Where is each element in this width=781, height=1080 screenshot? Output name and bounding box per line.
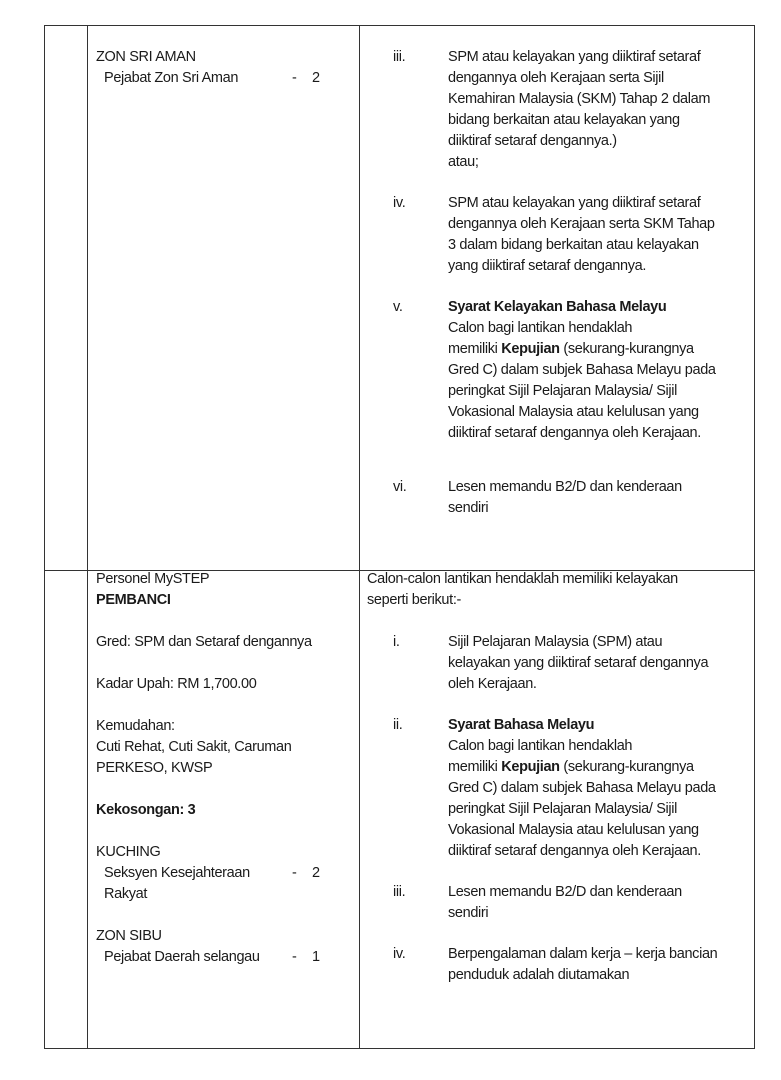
office-entry	[96, 947, 351, 968]
intro-line: seperti berikut:-	[367, 592, 461, 608]
item-line: diiktiraf setaraf dengannya oleh Kerajaan.	[448, 425, 701, 441]
item-line: Gred C) dalam subjek Bahasa Melayu pada	[448, 362, 716, 378]
item-line	[448, 757, 716, 778]
office-name-cont	[96, 884, 351, 905]
item-numeral: v.	[393, 299, 403, 315]
office-name: Rakyat	[104, 886, 148, 902]
office-dash: -	[292, 865, 297, 881]
item-line: Vokasional Malaysia atau kelulusan yang	[448, 822, 699, 838]
item-line-part: memiliki	[448, 759, 502, 775]
office-name: Seksyen Kesejahteraan	[104, 865, 250, 881]
item-numeral: iv.	[393, 195, 406, 211]
item-text	[448, 47, 710, 173]
item-line: Kemahiran Malaysia (SKM) Tahap 2 dalam	[448, 91, 711, 107]
column-divider-2	[359, 25, 360, 1049]
item-line: dengannya oleh Kerajaan serta Sijil	[448, 70, 664, 86]
item-numeral: vi.	[393, 479, 407, 495]
table-border-top	[44, 25, 755, 26]
item-line: SPM atau kelayakan yang diiktiraf setaraf	[448, 49, 701, 65]
item-numeral: ii.	[393, 717, 403, 733]
wage-text: Kadar Upah: RM 1,700.00	[96, 676, 257, 692]
column-divider-1	[87, 25, 88, 1049]
item-line: Lesen memandu B2/D dan kenderaan	[448, 884, 682, 900]
row2-position-cell	[96, 569, 351, 968]
office-dash: -	[292, 949, 297, 965]
item-title: Syarat Kelayakan Bahasa Melayu	[448, 299, 667, 315]
office-dash: -	[292, 70, 297, 86]
item-line: Berpengalaman dalam kerja – kerja bancian	[448, 946, 718, 962]
item-numeral: iv.	[393, 946, 406, 962]
bold-term: Kepujian	[501, 759, 560, 775]
office-count: 1	[312, 949, 320, 965]
item-line	[448, 339, 716, 360]
office-count: 2	[312, 70, 320, 86]
office-entry	[96, 863, 351, 884]
item-line: kelayakan yang diiktiraf setaraf dengannya	[448, 655, 709, 671]
item-text	[448, 632, 708, 695]
item-line: oleh Kerajaan.	[448, 676, 537, 692]
item-line: bidang berkaitan atau kelayakan yang	[448, 112, 680, 128]
office-count: 2	[312, 865, 320, 881]
item-text	[448, 297, 716, 444]
table-border-left	[44, 25, 45, 1049]
item-line: Lesen memandu B2/D dan kenderaan	[448, 479, 682, 495]
zone-name: ZON SIBU	[96, 928, 162, 944]
benefits-line: Cuti Rehat, Cuti Sakit, Caruman	[96, 739, 292, 755]
item-line: Vokasional Malaysia atau kelulusan yang	[448, 404, 699, 420]
item-title: Syarat Bahasa Melayu	[448, 717, 595, 733]
program-name: Personel MySTEP	[96, 571, 210, 587]
item-text	[448, 882, 682, 924]
row2-requirements-cell	[367, 569, 747, 611]
item-line: SPM atau kelayakan yang diiktiraf setaraf	[448, 195, 701, 211]
item-numeral: iii.	[393, 49, 406, 65]
item-line: yang diiktiraf setaraf dengannya.	[448, 258, 647, 274]
item-line: dengannya oleh Kerajaan serta SKM Tahap	[448, 216, 715, 232]
item-text	[448, 193, 715, 277]
item-line: sendiri	[448, 500, 489, 516]
item-line: Calon bagi lantikan hendaklah	[448, 320, 633, 336]
intro-line: Calon-calon lantikan hendaklah memiliki kelayakan	[367, 571, 678, 587]
item-line: sendiri	[448, 905, 489, 921]
table-border-right	[754, 25, 755, 1049]
item-text	[448, 477, 682, 519]
item-line: 3 dalam bidang berkaitan atau kelayakan	[448, 237, 699, 253]
office-name: Pejabat Zon Sri Aman	[104, 70, 239, 86]
zone-name: ZON SRI AMAN	[96, 49, 196, 65]
item-text	[448, 715, 716, 862]
grade-text: Gred: SPM dan Setaraf dengannya	[96, 634, 312, 650]
zone-name: KUCHING	[96, 844, 161, 860]
item-numeral: i.	[393, 634, 400, 650]
item-line: peringkat Sijil Pelajaran Malaysia/ Sijil	[448, 801, 678, 817]
office-name: Pejabat Daerah selangau	[104, 949, 260, 965]
item-line: penduduk adalah diutamakan	[448, 967, 630, 983]
item-line-part: (sekurang-kurangnya	[559, 341, 694, 357]
position-title: PEMBANCI	[96, 592, 171, 608]
vacancies-text: Kekosongan: 3	[96, 802, 196, 818]
item-line: diiktiraf setaraf dengannya.)	[448, 133, 617, 149]
bold-term: Kepujian	[501, 341, 560, 357]
item-line: diiktiraf setaraf dengannya oleh Kerajaan.	[448, 843, 701, 859]
item-line: peringkat Sijil Pelajaran Malaysia/ Sijil	[448, 383, 678, 399]
item-line: Calon bagi lantikan hendaklah	[448, 738, 633, 754]
row1-location-cell	[96, 47, 351, 89]
table-border-bottom	[44, 1048, 755, 1049]
item-line: atau;	[448, 154, 479, 170]
benefits-label: Kemudahan:	[96, 718, 175, 734]
office-entry	[96, 68, 351, 89]
item-line-part: (sekurang-kurangnya	[559, 759, 694, 775]
item-numeral: iii.	[393, 884, 406, 900]
item-line: Sijil Pelajaran Malaysia (SPM) atau	[448, 634, 663, 650]
item-line: Gred C) dalam subjek Bahasa Melayu pada	[448, 780, 716, 796]
item-text	[448, 944, 717, 986]
item-line-part: memiliki	[448, 341, 502, 357]
benefits-line: PERKESO, KWSP	[96, 760, 213, 776]
